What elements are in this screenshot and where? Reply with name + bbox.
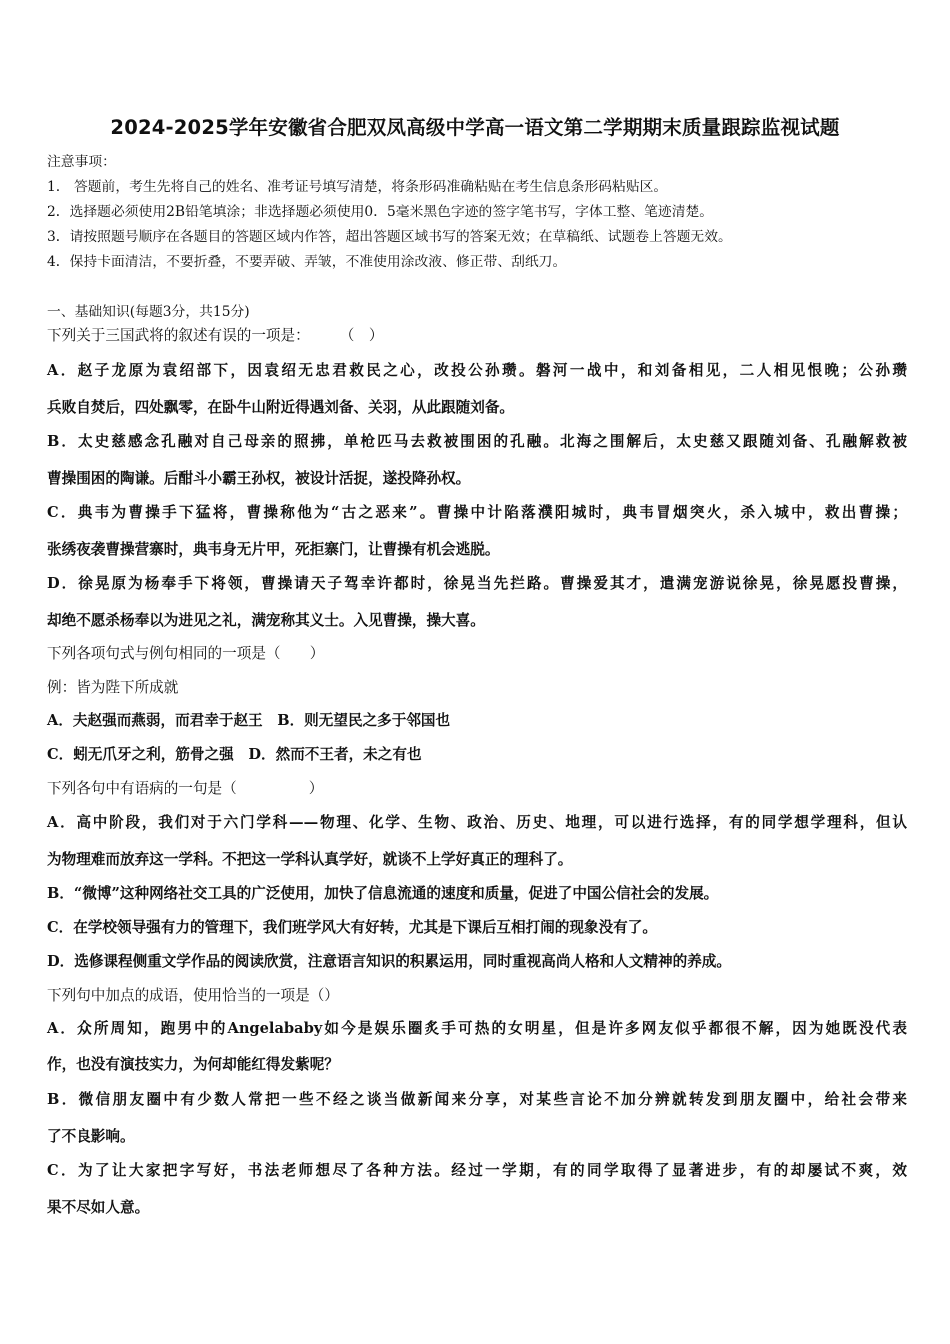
q1-stem-text: 下列关于三国武将的叙述有误的一项是： [47,327,310,344]
q2-option-c: C．蚓无爪牙之利，筋骨之强 [47,746,234,763]
q2-option-b: B．则无望民之多于邻国也 [277,712,451,729]
q1-option-b-line2: 曹操围困的陶谦。后酣斗小霸王孙权，被设计活捉，遂投降孙权。 [47,470,471,487]
q1-option-a-line1: A．赵子龙原为袁绍部下，因袁绍无忠君救民之心，改投公孙瓒。磐河一战中，和刘备相见，二人相见恨晚；公孙瓒 [47,362,907,379]
q2-options-ab [47,711,907,731]
section-heading: 一、基础知识(每题3分，共15分) [47,304,250,320]
q4-option-c-line2: 果不尽如人意。 [47,1199,150,1216]
q3-option-b: B．“微博”这种网络社交工具的广泛使用，加快了信息流通的速度和质量，促进了中国公信社会的发展。 [47,885,719,902]
q1-option-d-line2: 却绝不愿杀杨奉以为进见之礼，满宠称其义士。入见曹操，操大喜。 [47,612,485,629]
notice-item-2: 2．选择题必须使用2B铅笔填涂；非选择题必须使用0．5毫米黑色字迹的签字笔书写，字体工整、笔迹清楚。 [47,204,714,220]
q1-option-c-line1: C．典韦为曹操手下猛将，曹操称他为“古之恶来”。曹操中计陷落濮阳城时，典韦冒烟突火，杀入城中，救出曹操； [47,504,907,521]
q3-stem-text: 下列各句中有语病的一句是（ [47,780,237,797]
q1-option-d-line1: D．徐晃原为杨奉手下将领，曹操请天子驾幸许都时，徐晃当先拦路。曹操爱其才，遣满宠游说徐晃，徐晃愿投曹操， [47,575,907,592]
q3-option-a-line2: 为物理难而放弃这一学科。不把这一学科认真学好，就谈不上学好真正的理科了。 [47,851,573,868]
q4-option-a-line1: A．众所周知，跑男中的Angelababy如今是娱乐圈炙手可热的女明星，但是许多网友似乎都很不解，因为她既没代表 [47,1020,907,1037]
q1-option-b-line1: B．太史慈感念孔融对自己母亲的照拂，单枪匹马去救被围困的孔融。北海之围解后，太史慈又跟随刘备、孔融解救被 [47,433,907,450]
q2-option-a: A．夫赵强而燕弱，而君幸于赵王 [47,712,263,729]
q1-answer-paren: （ ） [339,327,384,344]
q4-stem: 下列句中加点的成语，使用恰当的一项是（） [47,987,339,1004]
q3-option-c: C．在学校领导强有力的管理下，我们班学风大有好转，尤其是下课后互相打闹的现象没有了。 [47,919,657,936]
q3-stem [47,779,907,799]
q4-option-b-line1: B．微信朋友圈中有少数人常把一些不经之谈当做新闻来分享，对某些言论不加分辨就转发到朋友圈中，给社会带来 [47,1091,907,1108]
notice-item-4: 4．保持卡面清洁，不要折叠，不要弄破、弄皱，不准使用涂改液、修正带、刮纸刀。 [47,254,567,270]
q3-stem-end: ） [308,780,324,797]
q2-options-cd [47,745,907,765]
notice-item-1: 1. 答题前，考生先将自己的姓名、准考证号填写清楚，将条形码准确粘贴在考生信息条形码粘贴区。 [47,179,668,195]
q4-option-a-line2: 作，也没有演技实力，为何却能红得发紫呢？ [47,1056,339,1073]
q2-example: 例：皆为陛下所成就 [47,679,179,696]
q3-option-d: D．选修课程侧重文学作品的阅读欣赏，注意语言知识的积累运用，同时重视高尚人格和人文精神的养成。 [47,953,731,970]
q4-option-c-line1: C．为了让大家把字写好，书法老师想尽了各种方法。经过一学期，有的同学取得了显著进步，有的却屡试不爽，效 [47,1162,907,1179]
q1-option-a-line2: 兵败自焚后，四处飘零，在卧牛山附近得遇刘备、关羽，从此跟随刘备。 [47,399,515,416]
q1-option-c-line2: 张绣夜袭曹操营寨时，典韦身无片甲，死拒寨门，让曹操有机会逃脱。 [47,541,500,558]
q1-stem [47,326,907,346]
exam-title: 2024-2025学年安徽省合肥双凤高级中学高一语文第二学期期末质量跟踪监视试题 [110,116,840,139]
q4-option-b-line2: 了不良影响。 [47,1128,135,1145]
q2-option-d: D．然而不王者，未之有也 [248,746,422,763]
q2-stem: 下列各项句式与例句相同的一项是（ ） [47,645,325,662]
q3-option-a-line1: A．高中阶段，我们对于六门学科——物理、化学、生物、政治、历史、地理，可以进行选择，有的同学想学理科，但认 [47,814,907,831]
notice-item-3: 3．请按照题号顺序在各题目的答题区域内作答，超出答题区域书写的答案无效；在草稿纸、试题卷上答题无效。 [47,229,732,245]
notice-heading: 注意事项： [47,154,116,170]
